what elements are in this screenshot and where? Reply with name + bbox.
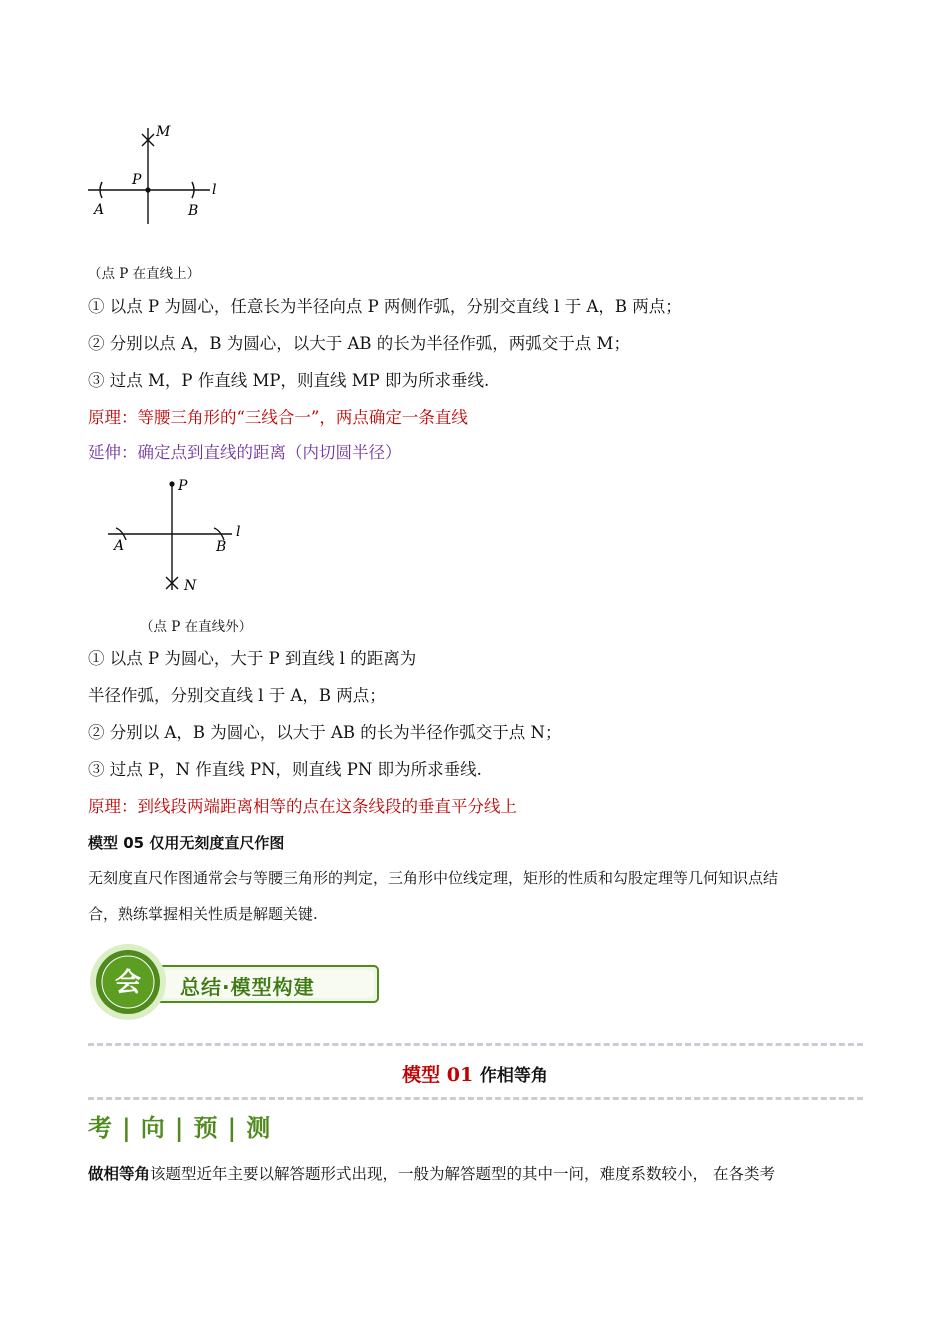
figure1-caption: （点 P 在直线上） <box>88 266 201 282</box>
model05-heading: 模型 05 仅用无刻度直尺作图 <box>88 834 285 852</box>
intro-rest: 该题型近年主要以解答题形式出现，一般为解答题型的其中一问，难度系数较小， 在各类考 <box>150 1165 775 1183</box>
label-B: B <box>188 203 199 219</box>
label-B2: B <box>216 539 227 555</box>
step-off-line-1b: 半径作弧，分别交直线 l 于 A，B 两点； <box>88 686 386 705</box>
divider-bottom <box>88 1097 863 1100</box>
label-P: P <box>132 172 142 188</box>
figure-point-on-line <box>84 120 224 230</box>
model05-text <box>88 860 868 932</box>
label-A2: A <box>114 538 125 554</box>
label-P2: P <box>178 478 188 494</box>
banner-badge: 会 <box>114 968 141 998</box>
step-off-line-1: ① 以点 P 为圆心，大于 P 到直线 l 的距离为 <box>88 649 417 668</box>
divider-top <box>88 1043 863 1046</box>
model01-name: 作相等角 <box>479 1066 548 1086</box>
principle-2: 原理：到线段两端距离相等的点在这条线段的垂直平分线上 <box>88 797 517 816</box>
extension-note: 延伸：确定点到直线的距离（内切圆半径） <box>88 443 402 462</box>
figure2-caption: （点 P 在直线外） <box>140 619 253 635</box>
step-on-line-1: ① 以点 P 为圆心，任意长为半径向点 P 两侧作弧，分别交直线 l 于 A，B 两点； <box>88 297 682 316</box>
label-N: N <box>184 578 197 594</box>
principle-1: 原理：等腰三角形的“三线合一”，两点确定一条直线 <box>88 408 468 427</box>
model05-text-line2: 合，熟练掌握相关性质是解题关键. <box>88 905 318 923</box>
intro-bold: 做相等角 <box>88 1165 151 1183</box>
step-off-line-3: ③ 过点 P，N 作直线 PN，则直线 PN 即为所求垂线. <box>88 760 482 779</box>
model01-number: 模型 01 <box>402 1064 474 1086</box>
summary-banner <box>88 940 388 1024</box>
step-off-line-2: ② 分别以 A，B 为圆心，以大于 AB 的长为半径作弧交于点 N； <box>88 723 562 742</box>
step-on-line-2: ② 分别以点 A，B 为圆心，以大于 AB 的长为半径作弧，两弧交于点 M； <box>88 334 630 353</box>
kx-char-1: 考 <box>88 1113 114 1142</box>
banner-text: 总结·模型构建 <box>180 975 315 999</box>
label-l: l <box>212 182 217 198</box>
model05-text-line1: 无刻度直尺作图通常会与等腰三角形的判定，三角形中位线定理，矩形的性质和勾股定理等几何知识点结 <box>88 869 779 887</box>
label-l2: l <box>236 524 241 540</box>
intro-paragraph <box>88 1162 775 1184</box>
step-on-line-3: ③ 过点 M，P 作直线 MP，则直线 MP 即为所求垂线. <box>88 371 490 390</box>
exam-forecast-heading: 考 | 向 | 预 | 测 <box>88 1113 273 1142</box>
kx-char-4: 测 <box>246 1113 273 1142</box>
label-M: M <box>156 124 171 140</box>
kx-char-3: 预 <box>193 1113 220 1142</box>
model01-title <box>0 1060 950 1087</box>
figure-point-off-line <box>104 474 254 602</box>
kx-char-2: 向 <box>140 1113 167 1142</box>
label-A: A <box>94 202 105 218</box>
